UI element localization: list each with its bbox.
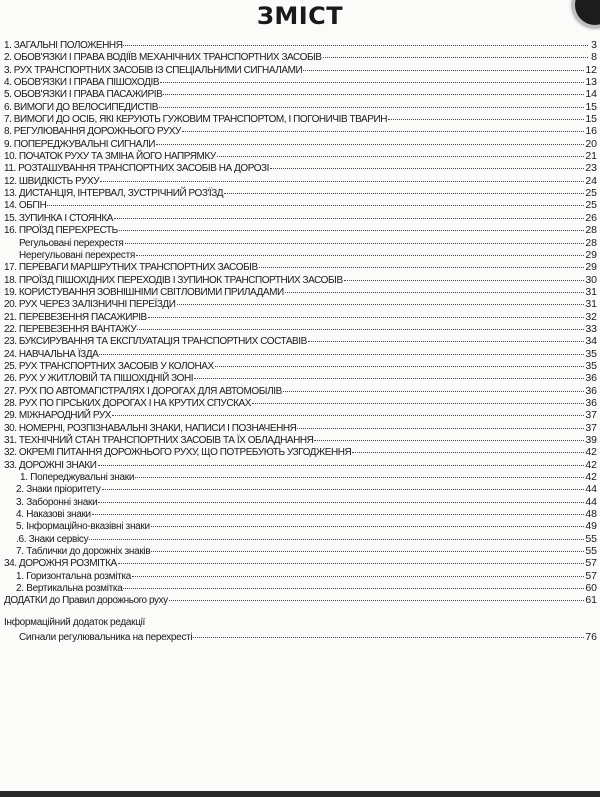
dot-leader: [151, 541, 584, 552]
toc-entry-label: 31. ТЕХНІЧНИЙ СТАН ТРАНСПОРТНИХ ЗАСОБІВ ТА ЇХ ОБЛАДНАННЯ: [4, 435, 314, 446]
toc-entry-page: 14: [585, 88, 597, 101]
toc-entry-page: 42: [585, 458, 597, 471]
dot-leader: [112, 405, 584, 416]
dot-leader: [102, 479, 585, 490]
toc-entry-label: 30. НОМЕРНІ, РОЗПІЗНАВАЛЬНІ ЗНАКИ, НАПИСИ І ПОЗНАЧЕННЯ: [4, 422, 297, 434]
dot-leader: [169, 590, 585, 601]
toc-entry-label: 18. ПРОЇЗД ПІШОХІДНИХ ПЕРЕХОДІВ І ЗУПИНОК ТРАНСПОРТНИХ ЗАСОБІВ: [4, 274, 343, 286]
info-appendix-entry[interactable]: [4, 629, 597, 641]
toc-entry-page: 3: [591, 39, 597, 51]
toc-entry-label: 9. ПОПЕРЕДЖУВАЛЬНІ СИГНАЛИ: [4, 138, 155, 150]
toc-entry-label: 6. ВИМОГИ ДО ВЕЛОСИПЕДИСТІВ: [4, 101, 158, 113]
toc-entry-page: 61: [585, 594, 597, 607]
toc-entry-page: 36: [585, 396, 597, 409]
toc-entry-page: 12: [585, 63, 597, 76]
toc-entry-page: 36: [585, 372, 597, 385]
toc-entry-label: 1. ЗАГАЛЬНІ ПОЛОЖЕННЯ: [4, 40, 123, 51]
toc-entry-page: 24: [585, 174, 597, 187]
toc-entry-label: 12. ШВИДКІСТЬ РУХУ: [4, 175, 100, 187]
toc-entry-page: 23: [585, 162, 597, 175]
toc-entry-page: 49: [585, 520, 597, 533]
toc-entry-page: 31: [585, 298, 597, 311]
toc-entry-label: 5. Інформаційно-вказівні знаки: [16, 521, 150, 533]
dot-leader: [344, 270, 585, 281]
toc-entry-label: 19. КОРИСТУВАННЯ ЗОВНІШНІМИ СВІТЛОВИМИ ПРИЛАДАМИ: [4, 286, 284, 298]
toc-entry-label: 3. РУХ ТРАНСПОРТНИХ ЗАСОБІВ ІЗ СПЕЦІАЛЬНИМИ СИГНАЛАМИ: [4, 64, 303, 76]
toc-entry-label: 8. РЕГУЛЮВАННЯ ДОРОЖНЬОГО РУХУ: [4, 126, 181, 138]
dot-leader: [114, 208, 584, 219]
toc-entry-label: 21. ПЕРЕВЕЗЕННЯ ПАСАЖИРІВ: [4, 311, 147, 323]
dot-leader: [252, 393, 584, 404]
dot-leader: [160, 72, 584, 83]
table-of-contents: [4, 37, 597, 641]
toc-entry-label: 3. Заборонні знаки: [16, 496, 98, 508]
dot-leader: [148, 307, 585, 318]
toc-entry-label: 4. Наказові знаки: [16, 509, 91, 521]
dot-leader: [98, 455, 585, 466]
toc-entry-label: 32. ОКРЕМІ ПИТАННЯ ДОРОЖНЬОГО РУХУ, ЩО ПОТРЕБУЮТЬ УЗГОДЖЕННЯ: [4, 447, 352, 459]
toc-entry-page: 44: [585, 483, 597, 496]
toc-entry-page: 48: [585, 508, 597, 521]
page-title: ЗМІСТ: [256, 2, 344, 30]
toc-entry-page: 20: [585, 137, 597, 150]
toc-entry-label: 11. РОЗТАШУВАННЯ ТРАНСПОРТНИХ ЗАСОБІВ НА ДОРОЗІ: [4, 163, 269, 175]
toc-entry-page: 21: [585, 150, 597, 163]
toc-entry-label: 2. Вертикальна розмітка: [16, 583, 123, 595]
toc-entry-page: 37: [585, 421, 597, 434]
toc-entry-page: 28: [585, 236, 597, 249]
toc-entry-label: 24. НАВЧАЛЬНА ЇЗДА: [4, 348, 99, 360]
toc-entry-label: Сигнали регулювальника на перехресті: [19, 631, 193, 643]
dot-leader: [151, 516, 585, 527]
dot-leader: [388, 109, 584, 120]
dot-leader: [283, 381, 585, 392]
dot-leader: [323, 47, 588, 58]
dot-leader: [99, 344, 584, 355]
toc-entry-page: 36: [585, 384, 597, 397]
toc-entry-page: 42: [585, 471, 597, 484]
dot-leader: [156, 134, 584, 145]
dot-leader: [135, 467, 584, 478]
toc-entry-label: 22. ПЕРЕВЕЗЕННЯ ВАНТАЖУ: [4, 323, 137, 335]
dot-leader: [194, 368, 584, 379]
toc-entry-label: 2. Знаки пріоритету: [16, 484, 101, 496]
toc-entry-page: 15: [585, 113, 597, 126]
toc-entry-label: 13. ДИСТАНЦІЯ, ІНТЕРВАЛ, ЗУСТРІЧНИЙ РОЗ'ЇЗД: [4, 188, 224, 200]
toc-entry-label: 29. МІЖНАРОДНИЙ РУХ: [4, 410, 111, 422]
dot-leader: [224, 183, 584, 194]
toc-entry-label: 10. ПОЧАТОК РУХУ ТА ЗМІНА ЙОГО НАПРЯМКУ: [4, 151, 216, 163]
toc-entry-page: 34: [585, 335, 597, 348]
toc-entry-page: 55: [585, 532, 597, 545]
toc-entry-label: 16. ПРОЇЗД ПЕРЕХРЕСТЬ: [4, 225, 118, 237]
toc-entry-label: 7. Таблички до дорожніх знаків: [16, 546, 151, 558]
toc-entry-label: Нерегульовані перехрестя: [19, 249, 136, 261]
toc-entry-label: 26. РУХ У ЖИТЛОВІЙ ТА ПІШОХІДНІЙ ЗОНІ: [4, 373, 194, 385]
toc-entry-label: 23. БУКСИРУВАННЯ ТА ЕКСПЛУАТАЦІЯ ТРАНСПОРТНИХ СОСТАВІВ: [4, 336, 307, 348]
dot-leader: [123, 578, 584, 589]
dot-leader: [159, 97, 584, 108]
toc-entry-page: 25: [585, 187, 597, 200]
toc-entry-page: 13: [585, 76, 597, 89]
dot-leader: [177, 294, 585, 305]
toc-entry-page: 60: [585, 582, 597, 595]
toc-entry-page: 55: [585, 545, 597, 558]
dot-leader: [98, 492, 584, 503]
toc-entry-page: 42: [585, 446, 597, 459]
toc-entry-label: 28. РУХ ПО ГІРСЬКИХ ДОРОГАХ І НА КРУТИХ СПУСКАХ: [4, 397, 251, 409]
info-appendix-heading: Інформаційний додаток редакції: [4, 616, 146, 628]
toc-entry-label: 1. Горизонтальна розмітка: [16, 570, 131, 582]
toc-entry-page: 26: [585, 211, 597, 224]
toc-entry-page: 57: [585, 557, 597, 570]
dot-leader: [92, 504, 584, 515]
toc-entry-label: 17. ПЕРЕВАГИ МАРШРУТНИХ ТРАНСПОРТНИХ ЗАСОБІВ: [4, 262, 258, 274]
dot-leader: [259, 257, 585, 268]
toc-entry-page: 25: [585, 199, 597, 212]
dot-leader: [303, 60, 584, 71]
dot-leader: [308, 331, 584, 342]
toc-entry-page: 39: [585, 434, 597, 446]
dot-leader: [314, 430, 584, 441]
toc-entry-label: 15. ЗУПИНКА І СТОЯНКА: [4, 212, 113, 224]
dot-leader: [163, 84, 584, 95]
toc-entry-label: 4. ОБОВ'ЯЗКИ І ПРАВА ПІШОХОДІВ: [4, 77, 160, 89]
toc-entry-page: 35: [585, 347, 597, 360]
toc-entry-label: 20. РУХ ЧЕРЕЗ ЗАЛІЗНИЧНІ ПЕРЕЇЗДИ: [4, 299, 176, 311]
dot-leader: [89, 529, 584, 540]
toc-entry-page: 30: [585, 273, 597, 286]
toc-entry-page: 76: [585, 630, 597, 643]
dot-leader: [270, 158, 584, 169]
toc-entry-page: 32: [585, 310, 597, 323]
dot-leader: [137, 319, 584, 330]
toc-entry-page: 15: [585, 100, 597, 113]
toc-entry-page: 35: [585, 359, 597, 372]
toc-entry-label: 7. ВИМОГИ ДО ОСІБ, ЯКІ КЕРУЮТЬ ГУЖОВИМ ТРАНСПОРТОМ, І ПОГОНИЧІВ ТВАРИН: [4, 114, 387, 126]
toc-entry-label: 2. ОБОВ'ЯЗКИ І ПРАВА ВОДІЇВ МЕХАНІЧНИХ ТРАНСПОРТНИХ ЗАСОБІВ: [4, 52, 322, 64]
toc-entry-label: 33. ДОРОЖНІ ЗНАКИ: [4, 459, 97, 471]
toc-entry-label: 25. РУХ ТРАНСПОРТНИХ ЗАСОБІВ У КОЛОНАХ: [4, 360, 214, 372]
dot-leader: [119, 220, 585, 231]
toc-entry-label: 1. Попереджувальні знаки: [20, 472, 135, 484]
dot-leader: [100, 171, 584, 182]
dot-leader: [297, 418, 584, 429]
dot-leader: [123, 35, 588, 46]
bottom-edge-bar: [0, 791, 600, 797]
toc-entry-label: 5. ОБОВ'ЯЗКИ І ПРАВА ПАСАЖИРІВ: [4, 89, 163, 101]
dot-leader: [136, 245, 584, 256]
toc-entry-page: 16: [585, 125, 597, 138]
dot-leader: [118, 553, 585, 564]
toc-entry-page: 28: [585, 224, 597, 237]
dot-leader: [352, 442, 584, 453]
toc-entry-page: 29: [585, 261, 597, 274]
toc-entry-label: ДОДАТКИ до Правил дорожнього руху: [4, 595, 168, 607]
dot-leader: [182, 121, 584, 132]
dot-leader: [215, 356, 585, 367]
dot-leader: [217, 146, 585, 157]
toc-entry-page: 44: [585, 495, 597, 508]
toc-entry-page: 33: [585, 322, 597, 335]
dot-leader: [47, 195, 584, 206]
dot-leader: [132, 566, 584, 577]
dot-leader: [125, 233, 585, 244]
toc-entry-label: 34. ДОРОЖНЯ РОЗМІТКА: [4, 558, 117, 570]
toc-entry-page: 57: [585, 569, 597, 582]
toc-entry-page: 37: [585, 409, 597, 422]
dot-leader: [193, 627, 584, 638]
toc-entry-page: 29: [585, 248, 597, 261]
toc-entry-page: 31: [585, 285, 597, 298]
dot-leader: [285, 282, 585, 293]
toc-entry-label: 14. ОБГІН: [4, 200, 47, 212]
toc-entry-page: 8: [591, 51, 597, 64]
toc-entry-label: .6. Знаки сервісу: [16, 533, 89, 545]
toc-entry-label: Регульовані перехрестя: [19, 237, 124, 249]
toc-entry-label: 27. РУХ ПО АВТОМАГІСТРАЛЯХ І ДОРОГАХ ДЛЯ АВТОМОБІЛІВ: [4, 385, 282, 397]
